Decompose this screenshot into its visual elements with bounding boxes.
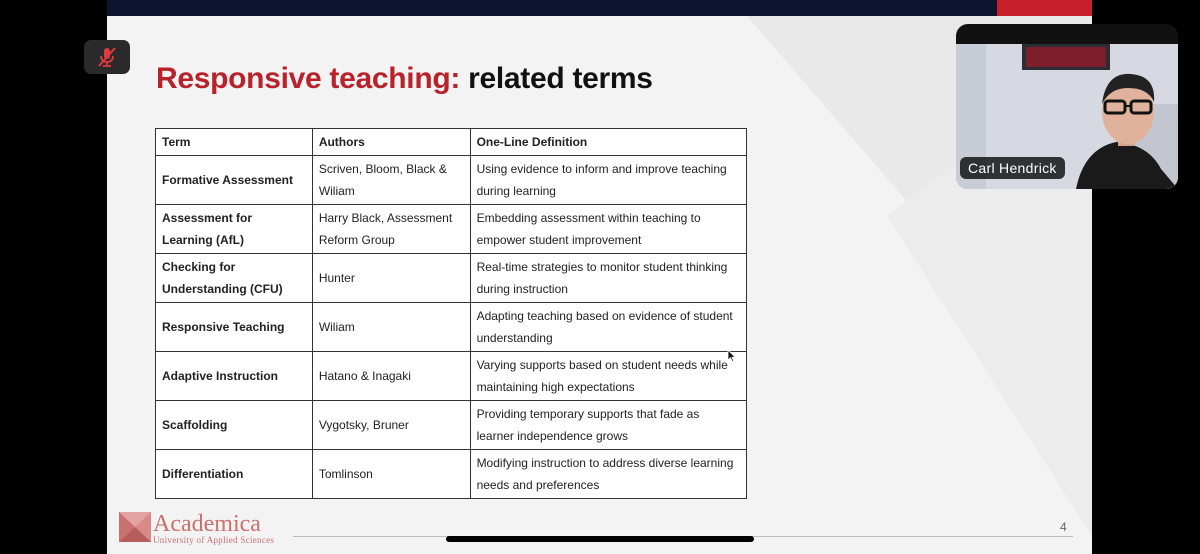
table-row [156,156,747,205]
header-authors: Authors [312,129,470,156]
authors-cell: Harry Black, Assessment Reform Group [312,205,470,254]
slide-top-bar-accent [997,0,1092,16]
definition-cell: Using evidence to inform and improve teaching during learning [470,156,746,205]
definition-cell: Varying supports based on student needs while maintaining high expectations [470,352,746,401]
slide-top-bar [107,0,1092,16]
term-cell: Checking for Understanding (CFU) [156,254,313,303]
table-row [156,303,747,352]
term-cell: Responsive Teaching [156,303,313,352]
authors-cell: Hatano & Inagaki [312,352,470,401]
definition-cell: Modifying instruction to address diverse learning needs and preferences [470,450,746,499]
mic-toggle-button[interactable] [84,40,130,74]
table-header-row [156,129,747,156]
definition-cell: Providing temporary supports that fade as learner independence grows [470,401,746,450]
participant-video-tile[interactable] [956,24,1178,189]
term-cell: Adaptive Instruction [156,352,313,401]
logo-name: Academica [153,511,261,537]
slide-title-highlight: Responsive teaching: [156,62,461,95]
table-row [156,352,747,401]
term-cell: Scaffolding [156,401,313,450]
term-cell: Differentiation [156,450,313,499]
mouse-cursor-icon [727,349,737,363]
authors-cell: Tomlinson [312,450,470,499]
slide-title-rest: related terms [460,62,653,95]
slide-title [156,62,653,96]
related-terms-table [155,128,747,499]
table-row [156,205,747,254]
academica-logo [119,512,274,545]
presentation-slide [107,0,1092,554]
table-row [156,450,747,499]
home-indicator[interactable] [446,536,754,542]
authors-cell: Vygotsky, Bruner [312,401,470,450]
slide-page-number: 4 [1060,520,1067,534]
authors-cell: Wiliam [312,303,470,352]
table-row [156,254,747,303]
participant-name-label: Carl Hendrick [960,157,1065,179]
header-definition: One-Line Definition [470,129,746,156]
definition-cell: Embedding assessment within teaching to empower student improvement [470,205,746,254]
authors-cell: Hunter [312,254,470,303]
term-cell: Assessment for Learning (AfL) [156,205,313,254]
logo-subtitle: University of Applied Sciences [153,535,275,545]
authors-cell: Scriven, Bloom, Black & Wiliam [312,156,470,205]
academica-logo-mark-icon [119,512,151,542]
header-term: Term [156,129,313,156]
term-cell: Formative Assessment [156,156,313,205]
definition-cell: Adapting teaching based on evidence of student understanding [470,303,746,352]
table-row [156,401,747,450]
definition-cell: Real-time strategies to monitor student thinking during instruction [470,254,746,303]
mic-muted-icon [95,45,119,69]
